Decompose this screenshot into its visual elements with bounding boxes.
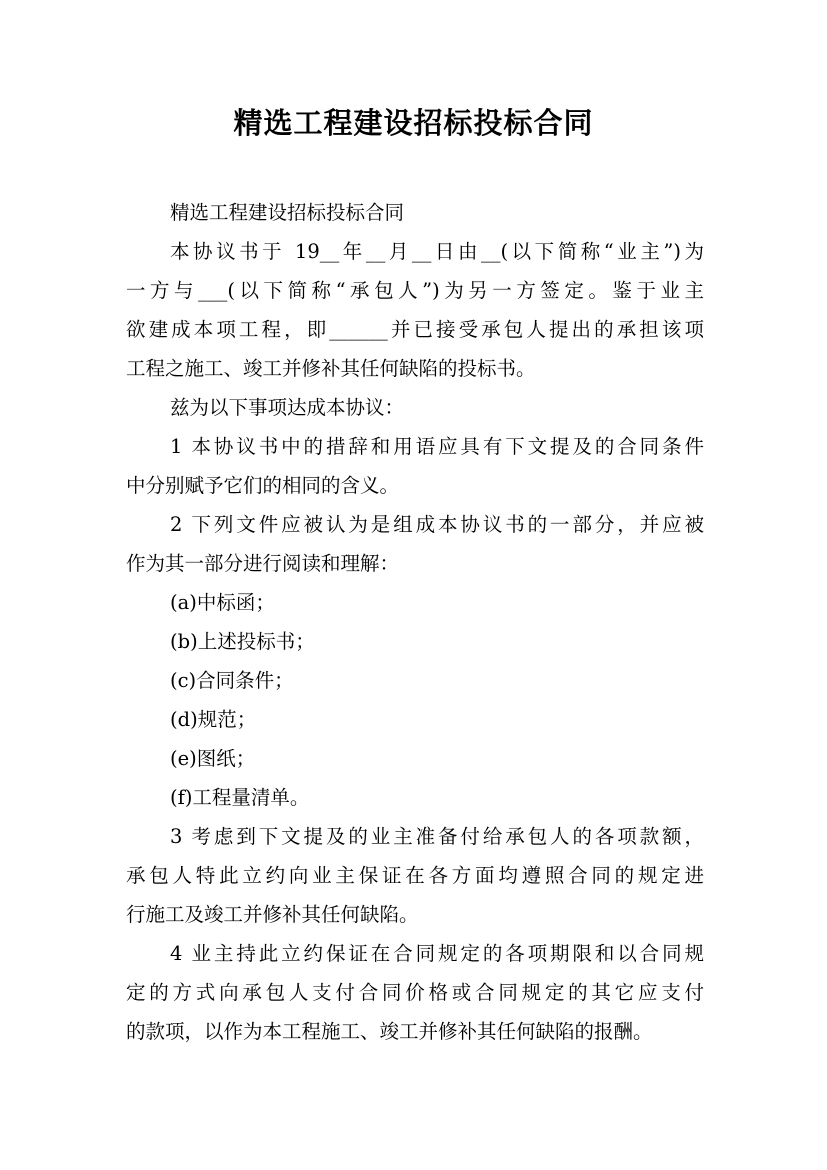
- paragraph-line: (c)合同条件；: [170, 669, 294, 692]
- paragraph-agreement-matters: [126, 388, 704, 427]
- paragraph-line: 2 下列文件应被认为是组成本协议书的一部分，并应被: [170, 513, 704, 536]
- list-item-f: [126, 778, 704, 817]
- list-item-b: [126, 622, 704, 661]
- list-item-d: [126, 700, 704, 739]
- paragraph-agreement-intro: [126, 232, 704, 388]
- list-item-c: [126, 661, 704, 700]
- document-body: [126, 193, 704, 1051]
- paragraph-line: 精选工程建设招标投标合同: [170, 201, 405, 224]
- paragraph-line: 定的方式向承包人支付合同价格或合同规定的其它应支付: [126, 981, 704, 1004]
- paragraph-clause-2: [126, 505, 704, 583]
- paragraph-line: 中分别赋予它们的相同的含义。: [126, 474, 400, 497]
- list-item-e: [126, 739, 704, 778]
- paragraph-clause-4: [126, 934, 704, 1051]
- paragraph-line: (a)中标函；: [170, 591, 275, 614]
- paragraph-line: 本协议书于 19__年__月__日由__(以下简称“业主”)为: [170, 240, 704, 263]
- paragraph-line: 欲建成本项工程，即______并已接受承包人提出的承担该项: [126, 318, 704, 341]
- document-subtitle: [126, 193, 704, 232]
- paragraph-line: (e)图纸；: [170, 747, 256, 770]
- document-title: 精选工程建设招标投标合同: [233, 106, 594, 140]
- paragraph-line: 一方与___(以下简称“承包人”)为另一方签定。鉴于业主: [126, 279, 704, 302]
- paragraph-line: 工程之施工、竣工并修补其任何缺陷的投标书。: [126, 357, 536, 380]
- paragraph-line: 承包人特此立约向业主保证在各方面均遵照合同的规定进: [126, 864, 704, 887]
- paragraph-clause-1: [126, 427, 704, 505]
- paragraph-line: (d)规范；: [170, 708, 257, 731]
- paragraph-line: 3 考虑到下文提及的业主准备付给承包人的各项款额，: [170, 825, 704, 848]
- paragraph-line: 行施工及竣工并修补其任何缺陷。: [126, 903, 419, 926]
- paragraph-line: 1 本协议书中的措辞和用语应具有下文提及的合同条件: [170, 435, 704, 458]
- paragraph-line: 作为其一部分进行阅读和理解：: [126, 552, 400, 575]
- list-item-a: [126, 583, 704, 622]
- paragraph-line: (f)工程量清单。: [170, 786, 310, 809]
- paragraph-line: 兹为以下事项达成本协议：: [170, 396, 405, 419]
- paragraph-line: 4 业主持此立约保证在合同规定的各项期限和以合同规: [170, 942, 704, 965]
- paragraph-line: 的款项，以作为本工程施工、竣工并修补其任何缺陷的报酬。: [126, 1020, 653, 1043]
- paragraph-line: (b)上述投标书；: [170, 630, 315, 653]
- paragraph-clause-3: [126, 817, 704, 934]
